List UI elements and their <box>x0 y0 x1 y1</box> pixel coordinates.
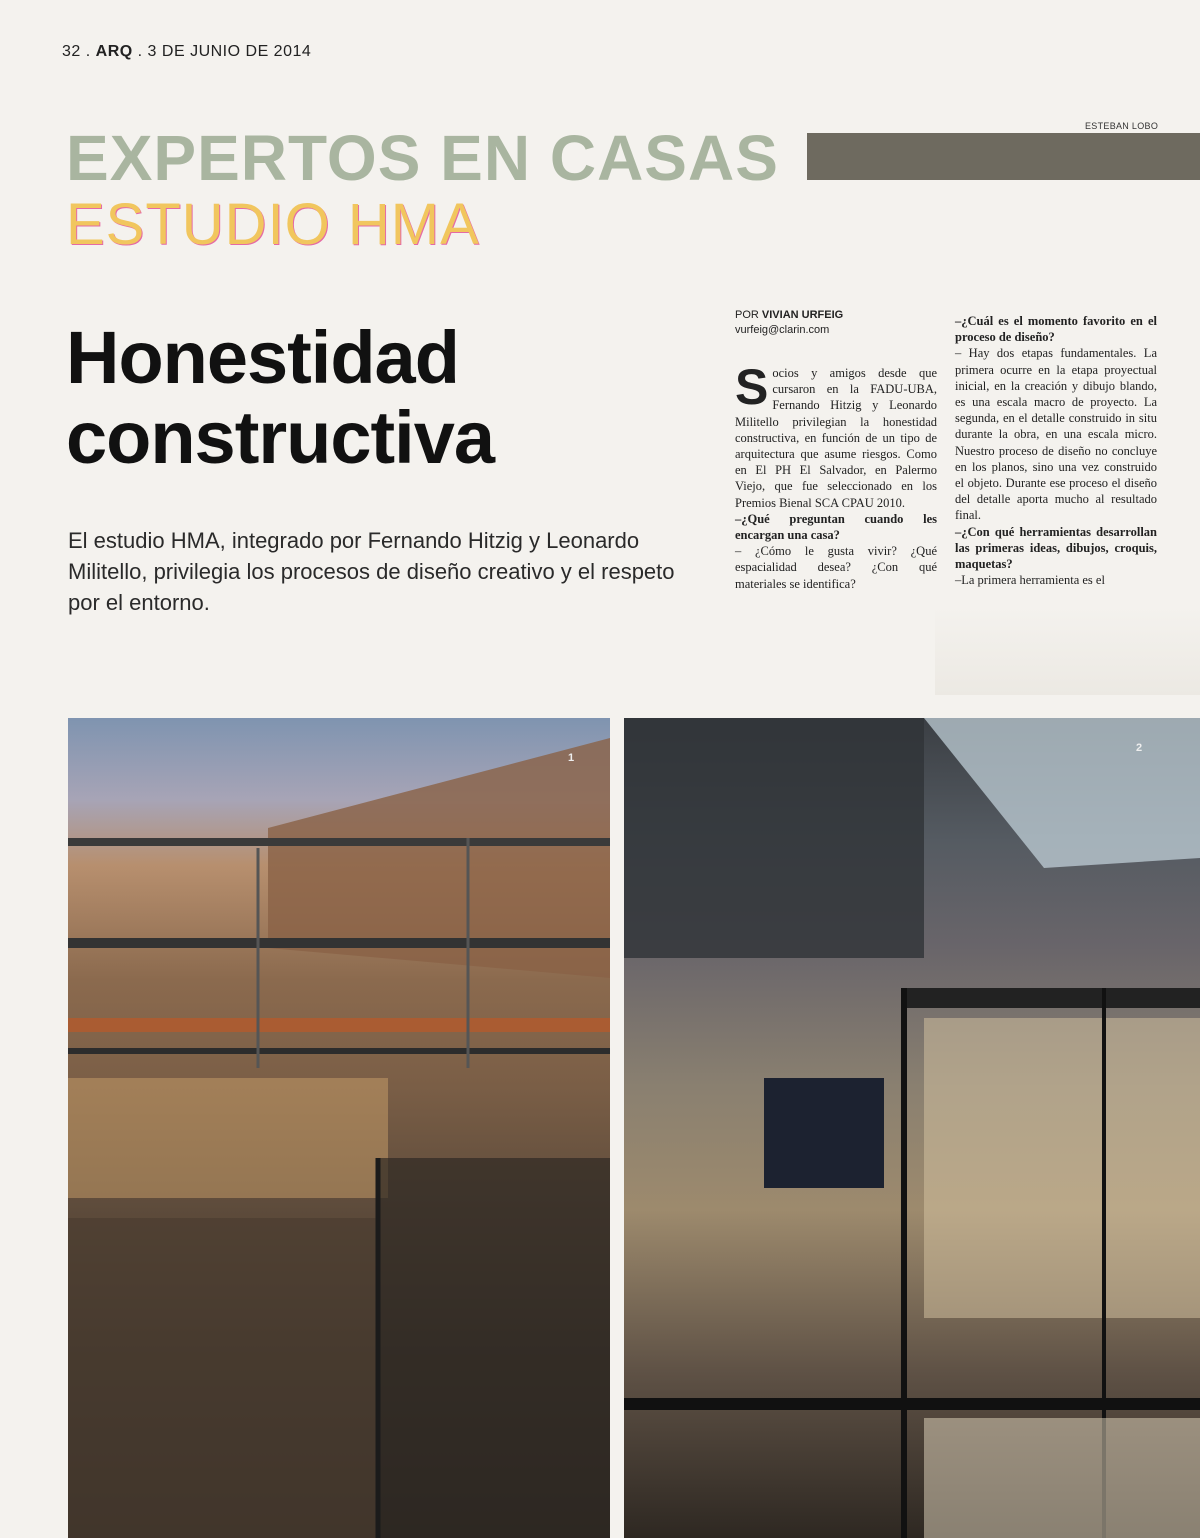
article-headline <box>66 318 494 478</box>
studio-kicker: ESTUDIO HMA <box>66 192 480 257</box>
interior-double-height-photo <box>624 718 1200 1538</box>
paragraph: – ¿Cómo le gusta vivir? ¿Qué espacialidad desea? ¿Con qué materiales se identifica? <box>735 544 937 591</box>
photo-2-illustration <box>624 718 1200 1538</box>
photo-credit: ESTEBAN LOBO <box>1085 121 1159 131</box>
paragraph: ocios y amigos desde que cursaron en la FADU-UBA, Fernando Hitzig y Leonardo Militello privilegian la honestidad constructiva, en función de un tipo de arquitectura que asume riesgos. Como en El PH El Salvador, en Palermo Viejo, que fue seleccionado en los Premios Bienal SCA CPAU 2010. <box>735 366 937 510</box>
paragraph: – Hay dos etapas fundamentales. La primera ocurre en la etapa proyectual inicial, en la creación y dibujo blando, es una escala macro de proyecto. La segunda, en el detalle construido in situ durante la obra, en una escala micro. Nuestro proceso de diseño no concluye en los planos, sino una vez construido el objeto. Durante ese proceso el diseño del detalle aporta mucho al resultado final. <box>955 346 1157 523</box>
photo-number: 1 <box>568 752 575 764</box>
byline-email: vurfeig@clarin.com <box>735 324 830 336</box>
section-kicker: EXPERTOS EN CASAS <box>66 122 779 194</box>
byline <box>735 308 843 338</box>
page-folio: 32 . ARQ . 3 DE JUNIO DE 2014 <box>62 43 312 60</box>
headline-line-1: Honestidad <box>66 316 459 399</box>
article-deck: El estudio HMA, integrado por Fernando Hitzig y Leonardo Militello, privilegia los procesos de diseño creativo y el respeto por el entorno. <box>68 528 675 615</box>
issue-date: 3 DE JUNIO DE 2014 <box>147 43 312 60</box>
decorative-bar <box>807 133 1200 180</box>
byline-author: VIVIAN URFEIG <box>761 309 844 321</box>
drop-cap: S <box>735 359 769 415</box>
question: –¿Con qué herramientas desarrollan las primeras ideas, dibujos, croquis, maquetas? <box>955 524 1157 572</box>
paragraph: –La primera herramienta es el <box>955 573 1105 588</box>
body-column-1 <box>735 359 937 592</box>
byline-por: POR <box>735 309 759 321</box>
page-number: 32 <box>62 43 81 60</box>
photo-1-illustration <box>68 718 610 1538</box>
headline-line-2: constructiva <box>66 396 495 479</box>
section-name: ARQ <box>95 43 133 60</box>
question: –¿Qué preguntan cuando les encargan una casa? <box>735 511 937 543</box>
photo-number: 2 <box>1136 742 1143 754</box>
question: –¿Cuál es el momento favorito en el proceso de diseño? <box>955 314 1157 345</box>
column-fade <box>935 605 1200 695</box>
interior-atrium-photo <box>68 718 610 1538</box>
body-column-2 <box>955 313 1157 588</box>
